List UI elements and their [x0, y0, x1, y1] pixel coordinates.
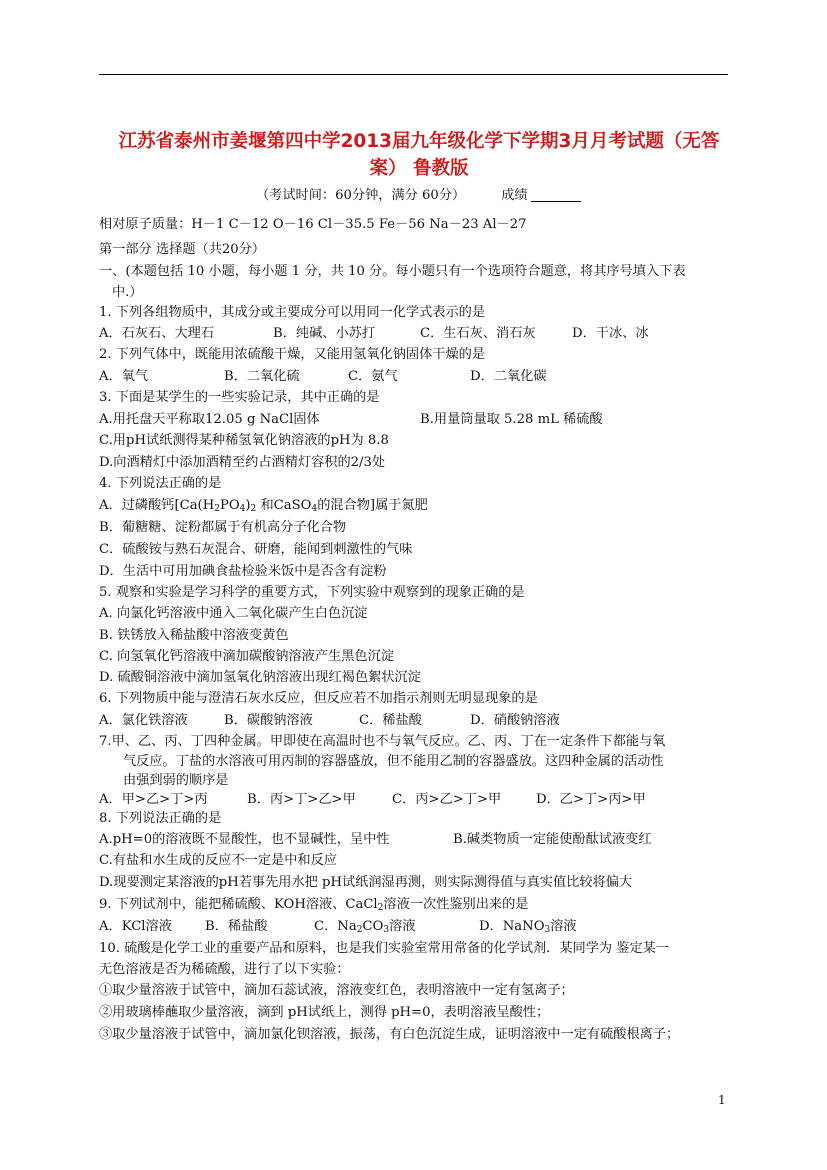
q9-stem-text-2: 溶液一次性鉴别出来的是	[383, 897, 529, 912]
q4-option-d: D．生活中可用加碘食盐检验米饭中是否含有淀粉	[99, 564, 387, 579]
q4-option-b: B．葡糖糖、淀粉都属于有机高分子化合物	[99, 520, 347, 535]
q2-stem: 2. 下列气体中，既能用浓硫酸干燥，又能用氢氧化钠固体干燥的是	[99, 347, 486, 362]
q7-stem-line-1: 7.甲、乙、丙、丁四种金属。甲即使在高温时也不与氧气反应。乙、丙、丁在一定条件下都能与氧	[99, 734, 666, 749]
q4-a-sub-1: 2	[214, 504, 220, 514]
q7-stem-line-2: 气反应。丁盐的水溶液可用丙制的容器盛放，但不能用乙制的容器盛放。这四种金属的活动性	[123, 754, 664, 769]
q9-c-sub-1: 2	[356, 925, 363, 935]
q6-option-d: D．硝酸钠溶液	[470, 713, 560, 728]
q8-option-c: C.有盐和水生成的反应不一定是中和反应	[99, 853, 337, 868]
q9-stem	[99, 896, 528, 917]
q5-option-c: C. 向氢氧化钙溶液中滴加碳酸钠溶液产生黑色沉淀	[99, 649, 394, 664]
section-heading-line-1: 一、(本题包括 10 小题，每小题 1 分，共 10 分。每小题只有一个选项符合题意，将其序号填入下表	[99, 264, 686, 279]
q8-stem: 8. 下列说法正确的是	[99, 811, 222, 826]
q6-option-a: A．氯化铁溶液	[99, 713, 188, 728]
score-label: 成绩	[501, 188, 528, 203]
q10-stem-line-2: 无色溶液是否为稀硫酸，进行了以下实验：	[99, 962, 350, 977]
q3-option-d: D.向酒精灯中添加酒精至约占酒精灯容积的2/3处	[99, 455, 386, 470]
q5-option-b: B. 铁锈放入稀盐酸中溶液变黄色	[99, 628, 289, 643]
q9-c-text-2: CO	[362, 919, 384, 934]
q1-option-d: D．干冰、冰	[572, 326, 649, 341]
q9-c-text-1: C．Na	[314, 919, 357, 934]
q9-option-c	[314, 918, 415, 939]
q1-option-a: A．石灰石、大理石	[99, 326, 215, 341]
q7-stem-line-3: 由强到弱的顺序是	[123, 773, 229, 788]
q9-c-text-3: 溶液	[389, 919, 416, 934]
q3-option-c: C.用pH试纸测得某种稀氢氧化钠溶液的pH为 8.8	[99, 433, 389, 448]
q7-option-a: A．甲>乙>丁>丙	[99, 792, 208, 807]
q10-step-3: ③取少量溶液于试管中，滴加氯化钡溶液，振荡，有白色沉淀生成，证明溶液中一定有硫酸根离子；	[99, 1027, 680, 1042]
q4-a-sub-2: 4	[239, 504, 246, 514]
q9-stem-text-1: 9. 下列试剂中，能把稀硫酸、KOH溶液、CaCl	[99, 897, 378, 912]
q2-option-b: B．二氧化硫	[224, 369, 300, 384]
q4-a-text-3: )	[245, 498, 251, 513]
q10-step-2: ②用玻璃棒蘸取少量溶液，滴到 pH试纸上，测得 pH=0，表明溶液呈酸性；	[99, 1005, 550, 1020]
q9-option-a: A．KCl溶液	[99, 919, 172, 934]
q7-option-d: D．乙>丁>丙>甲	[536, 792, 646, 807]
q2-option-c: C．氨气	[348, 369, 398, 384]
q9-d-text-2: 溶液	[550, 919, 577, 934]
q3-stem: 3. 下面是某学生的一些实验记录，其中正确的是	[99, 390, 380, 405]
q9-stem-sub: 2	[377, 903, 384, 913]
q2-option-a: A．氧气	[99, 369, 149, 384]
q2-option-d: D．二氧化碳	[470, 369, 547, 384]
q6-option-b: B．碳酸钠溶液	[224, 713, 313, 728]
q5-option-d: D. 硫酸铜溶液中滴加氢氧化钠溶液出现红褐色絮状沉淀	[99, 670, 421, 685]
section-heading-line-2: 中.）	[112, 285, 143, 300]
score-blank	[531, 187, 581, 202]
q4-a-sub-4: 4	[311, 504, 318, 514]
q4-option-a	[99, 497, 428, 518]
exam-time: （考试时间：60分钟，满分 60分）	[256, 188, 466, 203]
q9-d-sub-1: 3	[544, 925, 551, 935]
q7-option-c: C．丙>乙>丁>甲	[392, 792, 502, 807]
q1-stem: 1. 下列各组物质中，其成分或主要成分可以用同一化学式表示的是	[99, 305, 486, 320]
q8-option-d: D.现要测定某溶液的pH若事先用水把 pH试纸润湿再测，则实际测得值与真实值比较将偏大	[99, 875, 633, 890]
q4-stem: 4. 下列说法正确的是	[99, 476, 222, 491]
title-line-1: 江苏省泰州市姜堰第四中学2013届九年级化学下学期3月月考试题（无答	[118, 131, 720, 152]
title-line-2: 案） 鲁教版	[369, 158, 469, 179]
q5-option-a: A. 向氯化钙溶液中通入二氧化碳产生白色沉淀	[99, 606, 368, 621]
q3-option-b: B.用量筒量取 5.28 mL 稀硫酸	[420, 412, 603, 427]
q4-a-text-1: A．过磷酸钙[Ca(H	[99, 498, 215, 513]
q8-option-b: B.碱类物质一定能使酚酞试液变红	[453, 832, 652, 847]
q10-step-1: ①取少量溶液于试管中，滴加石蕊试液，溶液变红色，表明溶液中一定有氢离子；	[99, 983, 574, 998]
q4-a-text-5: 的混合物]属于氮肥	[317, 498, 428, 513]
q8-option-a: A.pH=0的溶液既不显酸性，也不显碱性，呈中性	[99, 832, 390, 847]
q4-option-c: C．硫酸铵与熟石灰混合、研磨，能闻到刺激性的气味	[99, 542, 413, 557]
part-heading: 第一部分 选择题（共20分）	[99, 242, 266, 257]
page-number: 1	[718, 1093, 726, 1107]
header-rule	[99, 74, 728, 75]
q6-stem: 6. 下列物质中能与澄清石灰水反应，但反应若不加指示剂则无明显现象的是	[99, 691, 538, 706]
atomic-mass-line: 相对原子质量：H－1 C－12 O－16 Cl－35.5 Fe－56 Na－23 Al－27	[99, 217, 527, 232]
exam-info	[256, 187, 581, 205]
q1-option-c: C．生石灰、消石灰	[420, 326, 536, 341]
q5-stem: 5. 观察和实验是学习科学的重要方式，下列实验中观察到的现象正确的是	[99, 585, 525, 600]
q10-stem-line-1: 10. 硫酸是化学工业的重要产品和原料，也是我们实验室常用常备的化学试剂．某同学为 鉴定某一	[99, 941, 670, 956]
q6-option-c: C．稀盐酸	[359, 713, 422, 728]
q7-option-b: B．丙>丁>乙>甲	[247, 792, 356, 807]
q9-option-d	[479, 918, 577, 939]
q3-option-a: A.用托盘天平称取12.05 g NaCl固体	[99, 412, 320, 427]
q9-option-b: B．稀盐酸	[205, 919, 268, 934]
q1-option-b: B．纯碱、小苏打	[273, 326, 376, 341]
q9-c-sub-2: 3	[383, 925, 390, 935]
q4-a-text-4: 和CaSO	[256, 498, 312, 513]
document-title	[99, 128, 739, 182]
q9-d-text-1: D．NaNO	[479, 919, 545, 934]
q4-a-sub-3: 2	[250, 504, 257, 514]
q4-a-text-2: PO	[219, 498, 240, 513]
